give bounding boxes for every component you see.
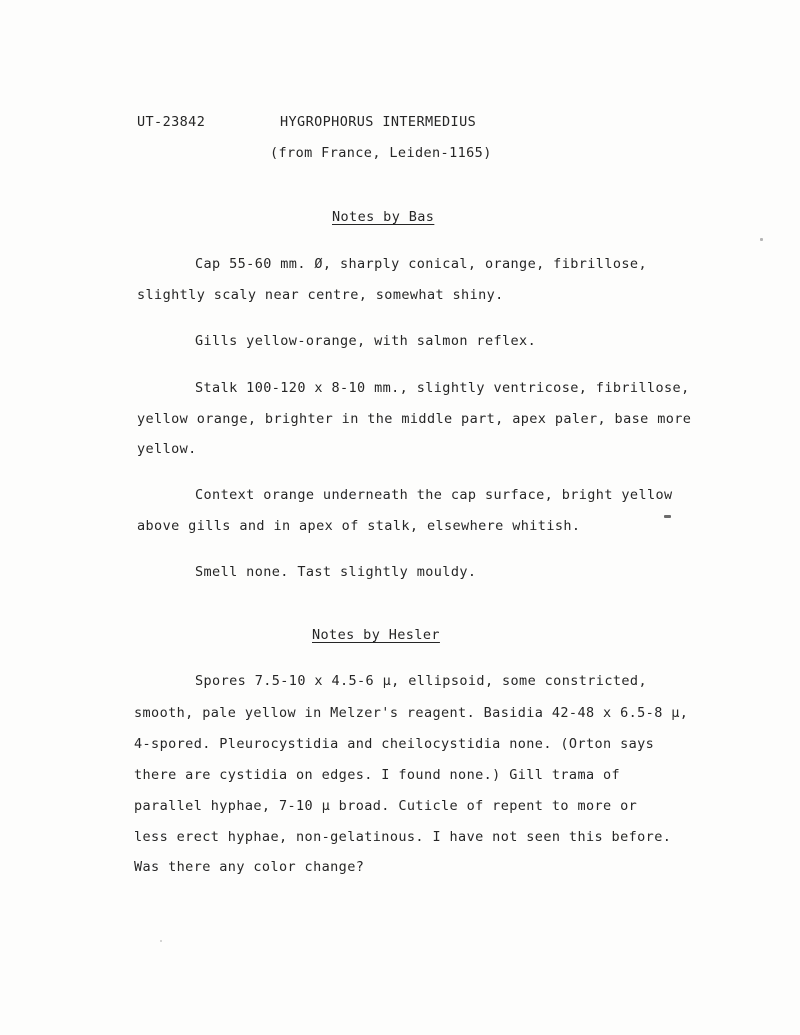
context-description-line-2: above gills and in apex of stalk, elsewhere whitish. [137,518,581,534]
stalk-description-line-1: Stalk 100-120 x 8-10 mm., slightly ventricose, fibrillose, [195,380,690,396]
stalk-description-line-2: yellow orange, brighter in the middle part, apex paler, base more [137,411,692,427]
stalk-description-line-3: yellow. [137,441,197,457]
section-heading-bas: Notes by Bas [332,209,435,225]
hesler-notes-line-2: smooth, pale yellow in Melzer's reagent. Basidia 42-48 x 6.5-8 µ, [134,705,689,721]
ink-speck [160,940,162,942]
section-heading-hesler: Notes by Hesler [312,627,440,643]
hesler-notes-line-5: parallel hyphae, 7-10 µ broad. Cuticle of repent to more or [134,798,638,814]
hesler-notes-line-1: Spores 7.5-10 x 4.5-6 µ, ellipsoid, some constricted, [195,673,647,689]
cap-description-line-1: Cap 55-60 mm. Ø, sharply conical, orange, fibrillose, [195,256,647,272]
hesler-notes-line-3: 4-spored. Pleurocystidia and cheilocystidia none. (Orton says [134,736,655,752]
context-description-line-1: Context orange underneath the cap surface, bright yellow [195,487,673,503]
gills-description: Gills yellow-orange, with salmon reflex. [195,333,537,349]
specimen-number: UT-23842 [137,114,206,130]
cap-description-line-2: slightly scaly near centre, somewhat shiny. [137,287,504,303]
ink-speck [760,238,763,241]
smell-taste-description: Smell none. Tast slightly mouldy. [195,564,477,580]
hesler-notes-line-6: less erect hyphae, non-gelatinous. I have not seen this before. [134,829,672,845]
specimen-origin: (from France, Leiden-1165) [270,145,492,161]
hesler-notes-line-7: Was there any color change? [134,859,365,875]
hesler-notes-line-4: there are cystidia on edges. I found none.) Gill trama of [134,767,621,783]
ink-speck [664,515,671,518]
species-name: HYGROPHORUS INTERMEDIUS [280,114,477,130]
